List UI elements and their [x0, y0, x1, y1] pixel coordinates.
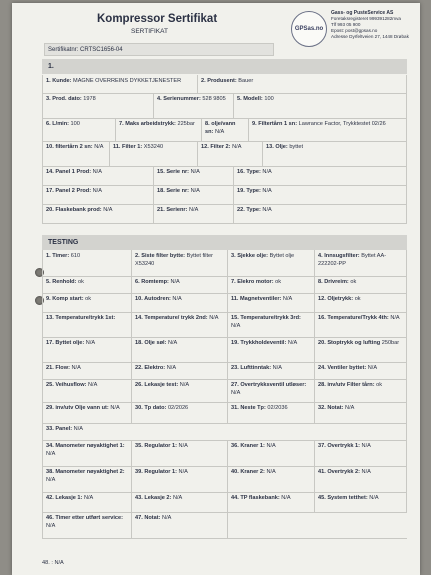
field-value: 250bar	[380, 340, 400, 346]
form-field	[42, 492, 132, 512]
field-label: 11. Magnetventiler:	[231, 296, 282, 302]
form-field	[228, 466, 315, 492]
form-field	[132, 379, 228, 402]
field-value: X53240	[142, 144, 164, 150]
field-label: 4. Innsugsfilter:	[318, 253, 360, 259]
form-field	[42, 166, 154, 185]
form-field	[198, 141, 263, 166]
form-field	[110, 141, 198, 166]
form-field	[42, 337, 132, 362]
field-label: 33. Panel:	[46, 426, 73, 432]
field-label: 18. Olje søl:	[135, 340, 167, 346]
form-field	[228, 312, 315, 337]
field-value: N/A	[176, 443, 188, 449]
field-label: 9. Komp start:	[46, 296, 84, 302]
field-value: Byttet filter X53240	[135, 253, 214, 267]
field-label: 6. L/min:	[46, 121, 69, 127]
field-value: N/A	[359, 443, 371, 449]
field-label: 7. Maks arbeidstrykk:	[119, 121, 176, 127]
field-value: N/A	[168, 279, 180, 285]
form-field	[154, 93, 234, 118]
field-value: N/A	[366, 365, 378, 371]
field-label: 20. Stoptrykk og lufting	[318, 340, 381, 346]
field-label: 30. Tp dato:	[135, 405, 167, 411]
field-label: 14. Temperature/ trykk 2nd:	[135, 315, 208, 321]
field-value: N/A	[213, 128, 225, 135]
field-value: N/A	[82, 495, 94, 501]
form-row	[42, 93, 407, 119]
form-field	[198, 75, 407, 93]
field-value: N/A	[46, 450, 56, 457]
field-label: 1. Timer:	[46, 253, 70, 259]
form-field	[315, 250, 407, 276]
field-value: N/A	[260, 207, 272, 213]
form-row	[42, 75, 407, 94]
field-label: 12. Filter 2:	[201, 144, 231, 150]
form-field	[234, 93, 407, 118]
form-field	[132, 466, 228, 492]
field-label: 16. Temperature/Trykk 4th:	[318, 315, 389, 321]
field-label: 11. Filter 1:	[113, 144, 143, 150]
form-field	[315, 466, 407, 492]
section-header: 1.	[42, 59, 407, 74]
field-label: 41. Overtrykk 2:	[318, 469, 360, 475]
form-row	[42, 250, 407, 277]
form-field	[132, 337, 228, 362]
field-value: N/A	[388, 315, 400, 321]
field-value: N/A	[281, 296, 293, 302]
field-label: 10. filtertårn 2 sn:	[46, 144, 93, 150]
field-value: ok	[76, 279, 84, 285]
field-label: 46. Timer etter utført service:	[46, 515, 123, 521]
field-value: N/A	[264, 443, 276, 449]
field-value: N/A	[91, 169, 102, 175]
form-field	[263, 141, 407, 166]
field-value: N/A	[69, 365, 81, 371]
field-value: N/A	[279, 495, 291, 501]
form-row	[42, 402, 407, 424]
form-field	[132, 512, 228, 538]
field-label: 8. Drivreim:	[318, 279, 349, 285]
field-label: 38. Manometer nøyaktighet 2:	[46, 469, 125, 475]
form-row	[42, 276, 407, 294]
form-field	[132, 250, 228, 276]
field-label: 13. Temperature/trykk 1st:	[46, 315, 116, 321]
form-field	[228, 492, 315, 512]
company-info	[331, 10, 420, 40]
field-label: 15. Temperature/trykk 3rd:	[231, 315, 301, 321]
field-label: 27. Overtrykksventil utløser:	[231, 382, 307, 388]
section-header: TESTING	[42, 235, 407, 250]
form-row	[42, 362, 407, 380]
field-value: N/A	[230, 144, 242, 150]
field-value: N/A	[46, 522, 56, 529]
form-field	[315, 337, 407, 362]
form-row	[42, 204, 407, 224]
form-row	[42, 293, 407, 313]
form-field	[116, 118, 202, 141]
field-value: 528 9805	[200, 96, 226, 102]
form-field	[132, 276, 228, 293]
form-row	[42, 185, 407, 205]
form-field	[42, 185, 154, 204]
field-label: 10. Autodren:	[135, 296, 171, 302]
form-field	[315, 379, 407, 402]
field-label: 24. Ventiler byttet:	[318, 365, 367, 371]
field-label: 15. Serie nr:	[157, 169, 190, 175]
field-value: N/A	[91, 188, 102, 194]
form-row	[42, 166, 407, 186]
company-line: Epost: post@gpsas.no	[331, 28, 378, 33]
form-field	[234, 166, 407, 185]
form-field	[42, 204, 154, 223]
field-label: 37. Overtrykk 1:	[318, 443, 360, 449]
form-row	[42, 440, 407, 467]
field-label: 17. Panel 2 Prod:	[46, 188, 92, 194]
field-value: 02/2026	[166, 405, 189, 411]
form-field	[42, 293, 132, 312]
field-label: 5. Modell:	[237, 96, 263, 102]
field-label: 2. Produsent:	[201, 78, 237, 84]
field-value: N/A	[84, 340, 96, 346]
field-label: 29. inv/utv Olje vann ut:	[46, 405, 109, 411]
field-value: N/A	[170, 296, 182, 302]
field-value: 02/2036	[265, 405, 288, 411]
field-label: 32. Notat:	[318, 405, 344, 411]
field-value: byttet	[287, 144, 304, 150]
field-label: 34. Manometer nøyaktighet 1:	[46, 443, 125, 449]
form-field	[42, 379, 132, 402]
field-label: 19. Trykkholdeventil:	[231, 340, 287, 346]
form-field	[315, 492, 407, 512]
field-label: 16. Type:	[237, 169, 261, 175]
field-value: N/A	[171, 495, 183, 501]
form-field	[228, 337, 315, 362]
form-field	[315, 312, 407, 337]
field-label: 22. Elektro:	[135, 365, 166, 371]
field-value: N/A	[92, 144, 104, 150]
field-label: 35. Regulator 1:	[135, 443, 177, 449]
form-field	[228, 293, 315, 312]
form-field	[42, 402, 132, 423]
field-value: Byttet AA-222202-PP	[318, 253, 387, 267]
form-field	[154, 204, 234, 223]
form-field	[42, 512, 132, 538]
form-field	[228, 379, 315, 402]
field-value: N/A	[189, 169, 200, 175]
form-field	[315, 402, 407, 423]
form-row	[42, 512, 407, 539]
form-field	[42, 466, 132, 492]
form-field	[132, 293, 228, 312]
form-field	[132, 492, 228, 512]
field-label: 20. Flaskebank prod:	[46, 207, 102, 213]
field-value: N/A	[86, 382, 98, 388]
company-logo	[291, 11, 327, 47]
field-value: N/A	[160, 515, 172, 521]
field-value: Lawrance Factor, Trykktestet 02/26	[297, 121, 386, 127]
field-value: N/A	[264, 469, 276, 475]
field-label: 22. Type:	[237, 207, 261, 213]
form-field	[228, 362, 315, 379]
field-value: Byttet olje	[268, 253, 295, 259]
form-row	[42, 312, 407, 338]
form-field	[42, 312, 132, 337]
company-line: Adresse Dyrfeltveien 27, 1448 Drøbak	[331, 34, 409, 39]
field-value: ok	[273, 279, 282, 285]
company-line: Foretaksregisteret 999391282mva	[331, 16, 401, 21]
field-label: 36. Kraner 1:	[231, 443, 265, 449]
field-label: 6. Romtemp:	[135, 279, 169, 285]
form-field	[234, 185, 407, 204]
form-field	[228, 276, 315, 293]
form-row	[42, 141, 407, 167]
header	[42, 9, 417, 57]
field-value: N/A	[108, 405, 120, 411]
field-label: 3. Sjekke olje:	[231, 253, 269, 259]
form-field	[42, 118, 116, 141]
form-row	[42, 118, 407, 142]
field-label: 31. Neste Tp:	[231, 405, 266, 411]
field-value: N/A	[271, 365, 282, 371]
field-label: 3. Prod. dato:	[46, 96, 82, 102]
field-label: 14. Panel 1 Prod:	[46, 169, 92, 175]
field-value: MAGNE OVERREINS DYKKETJENESTER	[71, 78, 182, 84]
company-name: Gass- og PusteService AS	[331, 10, 394, 16]
field-48: 48. : N/A	[42, 560, 64, 566]
form-field	[42, 93, 154, 118]
field-label: 40. Kraner 2:	[231, 469, 265, 475]
document-title: Kompressor Sertifikat	[97, 13, 218, 25]
form-field	[42, 362, 132, 379]
form-field	[132, 440, 228, 466]
field-value: ok	[83, 296, 92, 302]
field-label: 12. Oljetrykk:	[318, 296, 354, 302]
field-label: 9. Filtertårn 1 sn:	[252, 121, 298, 127]
field-value: N/A	[187, 207, 199, 213]
field-value: 1978	[81, 96, 96, 102]
field-label: 13. Olje:	[266, 144, 288, 150]
form-row	[42, 466, 407, 493]
field-value: 100	[262, 96, 274, 102]
field-value: N/A	[178, 382, 190, 388]
form-field	[228, 440, 315, 466]
field-value: Bauer	[236, 78, 254, 84]
form-field	[42, 440, 132, 466]
form-field	[234, 204, 407, 223]
form-row	[42, 337, 407, 363]
field-label: 23. Lufttinntak:	[231, 365, 272, 371]
field-label: 25. Veihusflow:	[46, 382, 87, 388]
field-value: N/A	[72, 426, 84, 432]
document-subtitle: SERTIFIKAT	[131, 28, 168, 35]
form-field	[42, 423, 407, 440]
form-field	[315, 362, 407, 379]
field-label: 44. TP flaskebank:	[231, 495, 280, 501]
field-label: 2. Siste filter bytte:	[135, 253, 186, 259]
form-row	[42, 492, 407, 513]
field-value: 100	[69, 121, 80, 127]
field-value: ok	[353, 296, 361, 302]
company-line: Tlf 993 05 900	[331, 22, 361, 27]
field-label: 47. Notat:	[135, 515, 161, 521]
field-value: ok	[374, 382, 383, 388]
field-value: N/A	[166, 340, 178, 346]
field-value: N/A	[189, 188, 200, 194]
form-row	[42, 379, 407, 403]
form-field	[315, 293, 407, 312]
field-value: 610	[69, 253, 81, 259]
field-value: N/A	[176, 469, 188, 475]
field-value: N/A	[46, 476, 56, 483]
field-label: 19. Type:	[237, 188, 261, 194]
field-value: N/A	[260, 169, 272, 175]
field-label: 21. Flow:	[46, 365, 70, 371]
form-field	[202, 118, 249, 141]
form-field	[315, 276, 407, 293]
field-label: 28. inv/utv Filter tårn:	[318, 382, 375, 388]
form-field	[228, 402, 315, 423]
field-label: 7. Elekro motor:	[231, 279, 274, 285]
form-field	[42, 276, 132, 293]
form-field	[42, 75, 198, 93]
field-label: 43. Lekasje 2:	[135, 495, 172, 501]
field-label: 1. Kunde:	[46, 78, 72, 84]
field-value: N/A	[343, 405, 355, 411]
field-value: N/A	[101, 207, 113, 213]
form-row	[42, 423, 407, 441]
form-field	[132, 402, 228, 423]
form-field	[154, 185, 234, 204]
field-value: N/A	[367, 495, 379, 501]
form-field	[154, 166, 234, 185]
field-value: N/A	[207, 315, 219, 321]
form-field	[132, 312, 228, 337]
field-label: 18. Serie nr:	[157, 188, 190, 194]
field-value: N/A	[286, 340, 298, 346]
field-label: 21. Serienr:	[157, 207, 188, 213]
field-label: 5. Renhold:	[46, 279, 77, 285]
field-value: N/A	[359, 469, 371, 475]
field-label: 42. Lekasje 1:	[46, 495, 83, 501]
field-label: 8. olje/vann sn:	[205, 121, 236, 135]
field-label: 17. Byttet olje:	[46, 340, 85, 346]
certificate-number: Sertifikatnr: CRTSC1656-04	[44, 43, 274, 56]
form-field	[42, 250, 132, 276]
field-label: 4. Serienummer:	[157, 96, 201, 102]
field-label: 39. Regulator 1:	[135, 469, 177, 475]
form-field	[132, 362, 228, 379]
field-value: N/A	[165, 365, 177, 371]
field-value: 225bar	[175, 121, 195, 127]
field-value: N/A	[231, 322, 241, 329]
form-field	[315, 440, 407, 466]
form-field	[249, 118, 407, 141]
field-label: 26. Lekasje test:	[135, 382, 179, 388]
field-value: N/A	[231, 389, 241, 396]
field-label: 45. System tetthet:	[318, 495, 368, 501]
certificate-sheet	[12, 3, 420, 575]
form-field	[228, 250, 315, 276]
field-value: N/A	[260, 188, 272, 194]
logo-text: GPSas.no	[294, 26, 324, 32]
form-field	[42, 141, 110, 166]
field-value: ok	[348, 279, 357, 285]
